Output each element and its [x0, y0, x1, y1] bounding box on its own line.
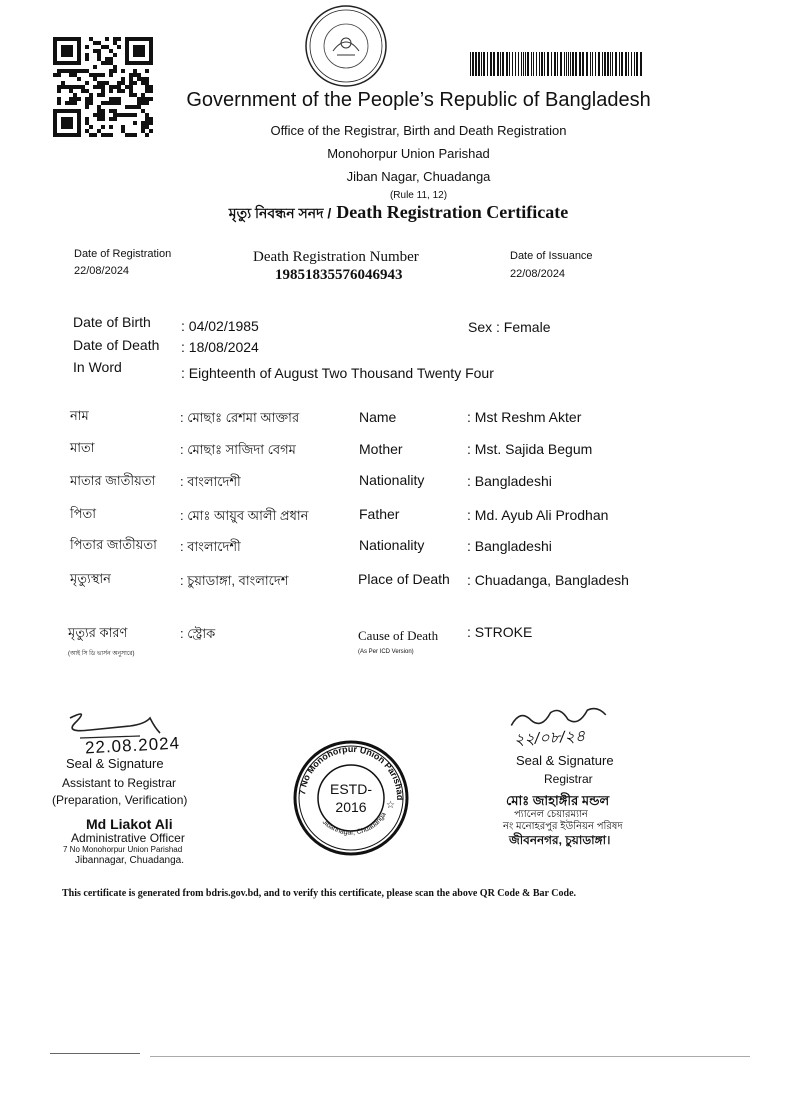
- bn-label: পিতার জাতীয়তা: [70, 537, 157, 552]
- left-seal-signature: Seal & Signature: [66, 756, 164, 771]
- cause-bn-value: : স্ট্রোক: [180, 626, 216, 641]
- bn-label: নাম: [70, 408, 89, 423]
- cause-en-value: : STROKE: [467, 624, 533, 640]
- office-line: Office of the Registrar, Birth and Death Registration: [270, 123, 567, 138]
- cause-en-label: Cause of Death: [358, 628, 439, 643]
- in-word-label: In Word: [73, 359, 122, 375]
- dob-value: : 04/02/1985: [181, 318, 259, 334]
- title-bangla: মৃত্যু নিবন্ধন সনদ /: [228, 205, 332, 221]
- right-seal-signature: Seal & Signature: [516, 753, 614, 768]
- government-seal: [303, 3, 389, 89]
- sex-value: Sex : Female: [468, 319, 551, 335]
- certificate-title: [0, 202, 797, 226]
- in-word-value: : Eighteenth of August Two Thousand Twenty Four: [181, 365, 494, 381]
- right-name: মোঃ জাহাঙ্গীর মন্ডল: [506, 793, 610, 808]
- qr-code: [53, 37, 153, 137]
- location-line: Jiban Nagar, Chuadanga: [346, 169, 491, 184]
- bn-value: : বাংলাদেশী: [180, 539, 241, 554]
- bn-value: : মোছাঃ রেশমা আক্তার: [180, 410, 300, 425]
- union-parishad-seal: [291, 738, 411, 858]
- dob-label: Date of Birth: [73, 314, 151, 330]
- registration-number: 19851835576046943: [275, 267, 403, 283]
- star-icon: ☆: [386, 800, 395, 811]
- date-of-issuance-label: Date of Issuance: [510, 250, 593, 262]
- right-place: জীবননগর, চুয়াডাঙ্গা।: [509, 833, 611, 847]
- government-heading: Government of the People’s Republic of Bangladesh: [186, 89, 651, 111]
- scan-artifact-line: [150, 1056, 750, 1057]
- left-handwritten-date: 22.08.2024: [84, 733, 181, 758]
- en-label: Place of Death: [358, 571, 450, 587]
- bn-value: : মোছাঃ সাজিদা বেগম: [180, 442, 296, 457]
- seal-outer-text: 7 No Monohorpur Union Parishad: [297, 743, 406, 801]
- footer-note: This certificate is generated from bdris.gov.bd, and to verify this certificate, please scan the above QR Code & Bar Code.: [62, 888, 577, 899]
- left-name: Md Liakot Ali: [86, 816, 173, 832]
- bn-value: : মোঃ আয়ুব আলী প্রধান: [180, 508, 309, 523]
- en-label: Mother: [359, 441, 403, 457]
- title-english: Death Registration Certificate: [336, 202, 569, 222]
- en-value: : Mst Reshm Akter: [467, 409, 582, 425]
- bn-value: : বাংলাদেশী: [180, 474, 241, 489]
- barcode: [470, 52, 645, 76]
- left-union: 7 No Monohorpur Union Parishad: [63, 845, 183, 854]
- seal-bottom-text: Jibannagar, Chuadanga: [320, 811, 388, 837]
- left-place: Jibannagar, Chuadanga.: [75, 855, 184, 866]
- svg-text:Jibannagar, Chuadanga: [321, 811, 388, 836]
- en-label: Nationality: [359, 537, 425, 553]
- registration-number-label: Death Registration Number: [253, 249, 419, 265]
- left-role-detail: (Preparation, Verification): [52, 793, 188, 807]
- en-label: Nationality: [359, 472, 425, 488]
- en-value: : Bangladeshi: [467, 473, 552, 489]
- en-value: : Chuadanga, Bangladesh: [467, 572, 629, 588]
- scan-artifact-line: [50, 1053, 140, 1054]
- date-of-registration-label: Date of Registration: [74, 248, 172, 260]
- left-role: Assistant to Registrar: [62, 776, 177, 790]
- en-label: Name: [359, 409, 397, 425]
- right-handwritten-date: ২২/০৮/২৪: [513, 728, 586, 749]
- union-line: Monohorpur Union Parishad: [327, 146, 490, 161]
- cause-bn-label: মৃত্যুর কারণ: [68, 625, 128, 640]
- rule-line: (Rule 11, 12): [389, 190, 448, 201]
- en-value: : Bangladeshi: [467, 538, 552, 554]
- right-union: নং মনোহরপুর ইউনিয়ন পরিষদ: [503, 821, 623, 832]
- cause-en-sub: (As Per ICD Version): [358, 649, 414, 655]
- bn-label: পিতা: [70, 506, 97, 521]
- seal-estd: ESTD-: [330, 781, 372, 797]
- en-label: Father: [359, 506, 400, 522]
- bn-value: : চুয়াডাঙ্গা, বাংলাদেশ: [180, 573, 289, 588]
- left-title: Administrative Officer: [71, 831, 185, 845]
- bn-label: মাতা: [70, 440, 95, 455]
- right-title: প্যানেল চেয়ারম্যান: [514, 809, 588, 820]
- date-of-registration: 22/08/2024: [74, 265, 130, 277]
- en-value: : Mst. Sajida Begum: [467, 441, 593, 457]
- cause-bn-sub: (আই সি ডি ভার্সন অনুসারে): [68, 651, 135, 657]
- dod-value: : 18/08/2024: [181, 339, 259, 355]
- date-of-issuance: 22/08/2024: [510, 268, 566, 280]
- dod-label: Date of Death: [73, 337, 160, 353]
- right-role: Registrar: [544, 772, 593, 786]
- bn-label: মাতার জাতীয়তা: [70, 473, 156, 488]
- bn-label: মৃত্যুস্থান: [70, 571, 111, 586]
- en-value: : Md. Ayub Ali Prodhan: [467, 507, 609, 523]
- seal-year: 2016: [335, 799, 367, 815]
